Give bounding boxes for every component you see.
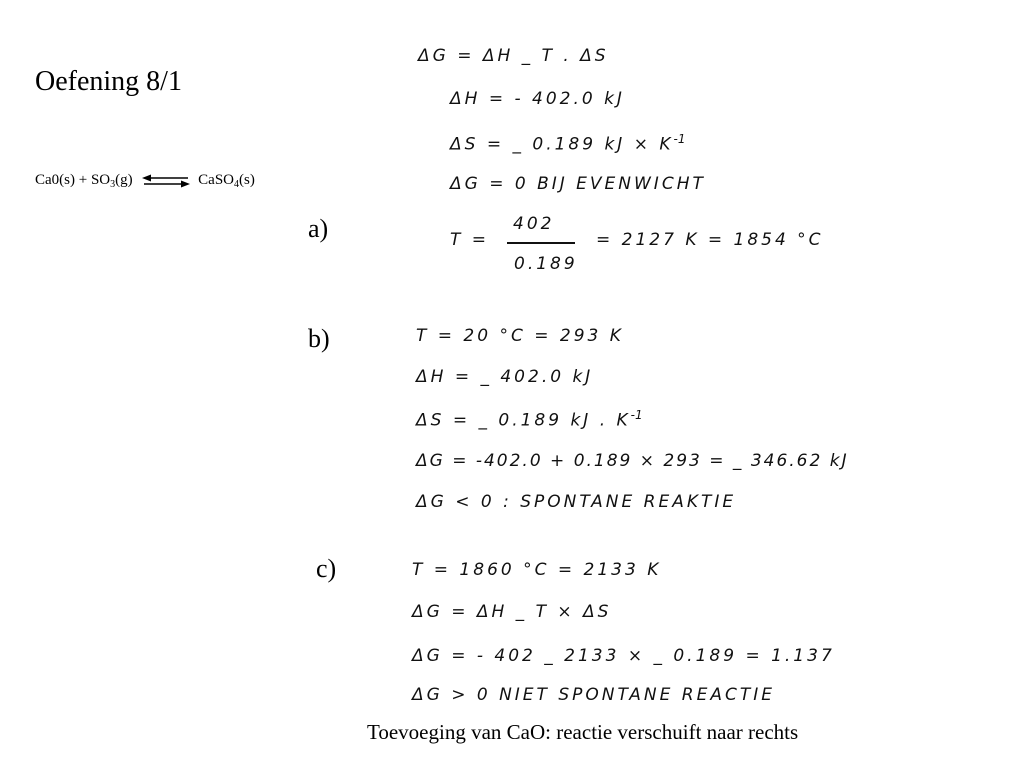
part-a-line-4: ΔG = 0 BIJ EVENWICHT [450, 174, 706, 194]
product: CaSO$_4$(s) [198, 172, 255, 190]
part-a-label: a) [308, 214, 329, 243]
part-c-line-4: ΔG > 0 NIET SPONTANE REACTIE [412, 685, 775, 705]
part-b-line-3: ΔS = _ 0.189 kJ . $K^{-1}$ [416, 408, 643, 431]
reactant-1: Ca0(s) [35, 172, 75, 188]
part-b-line-5: ΔG < 0 : SPONTANE REAKTIE [416, 492, 737, 512]
part-a-line-2: ΔH = - 402.0 kJ [450, 89, 625, 109]
part-a-t-result: = 2127 K = 1854 °C [596, 230, 824, 250]
part-c-line-2: ΔG = ΔH _ T × ΔS [412, 602, 612, 622]
part-c-line-3: ΔG = - 402 _ 2133 × _ 0.189 = 1.137 [412, 646, 835, 666]
fraction-denominator: 0.189 [514, 254, 578, 274]
part-a-line-1: ΔG = ΔH _ T . ΔS [418, 46, 609, 66]
reaction-equation [35, 172, 255, 189]
part-c-label: c) [316, 554, 337, 583]
fraction-bar [507, 242, 575, 244]
part-a-line-3: ΔS = _ 0.189 kJ × $K^{-1}$ [450, 132, 686, 155]
plus-sign: + [78, 172, 88, 188]
part-b-line-4: ΔG = -402.0 + 0.189 × 293 = _ 346.62 kJ [416, 451, 849, 471]
fraction-numerator: 402 [513, 214, 555, 234]
part-c-line-1: T = 1860 °C = 2133 K [412, 560, 662, 580]
slide-title: Oefening 8/1 [35, 66, 182, 97]
part-b-label: b) [308, 324, 330, 353]
equilibrium-arrow-icon [142, 174, 190, 188]
footer-note: Toevoeging van CaO: reactie verschuift naar rechts [367, 720, 799, 744]
reactant-2: $SO_3(g)$ [90, 172, 133, 190]
part-a-t-prefix: T = [450, 230, 490, 250]
part-b-line-1: T = 20 °C = 293 K [416, 326, 624, 346]
part-b-line-2: ΔH = _ 402.0 kJ [416, 367, 594, 387]
